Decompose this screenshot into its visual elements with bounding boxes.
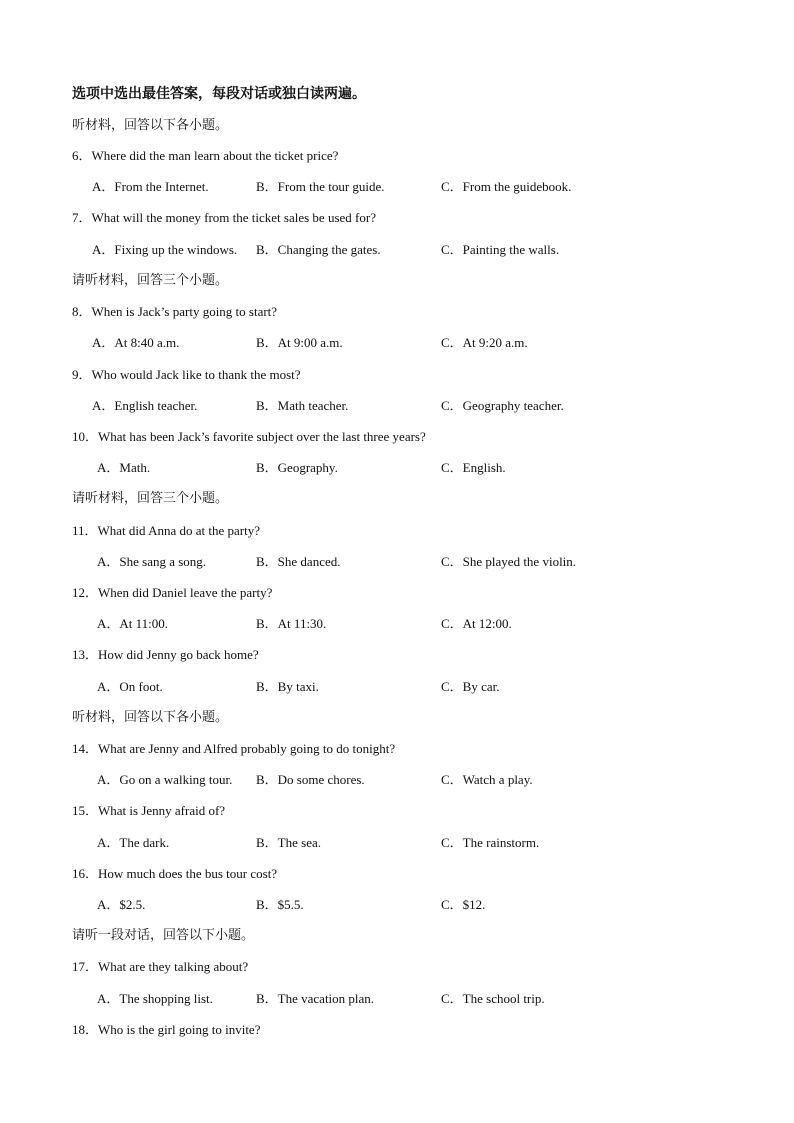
question-15: 15．What is Jenny afraid of?: [72, 803, 226, 818]
question-7: 7．What will the money from the ticket sales be used for?: [72, 210, 376, 225]
option-9c: C．Geography teacher.: [441, 398, 564, 413]
option-11c: C．She played the violin.: [441, 554, 577, 569]
question-17: 17．What are they talking about?: [72, 959, 249, 974]
option-14b: B．Do some chores.: [256, 772, 365, 787]
option-7a: A．Fixing up the windows.: [92, 242, 238, 257]
section-header: 选项中选出最佳答案，每段对话或独白读两遍。: [72, 86, 366, 102]
option-17a: A．The shopping list.: [97, 991, 213, 1006]
option-9b: B．Math teacher.: [256, 398, 349, 413]
option-6b: B．From the tour guide.: [256, 179, 385, 194]
option-17c: C．The school trip.: [441, 991, 545, 1006]
section-instruction: 听材料，回答以下各小题。: [72, 118, 229, 133]
question-13: 13．How did Jenny go back home?: [72, 647, 259, 662]
option-15c: C．The rainstorm.: [441, 835, 540, 850]
option-12c: C．At 12:00.: [441, 616, 512, 631]
option-17b: B．The vacation plan.: [256, 991, 375, 1006]
question-10: 10．What has been Jack’s favorite subject over the last three years?: [72, 429, 426, 444]
option-10a: A．Math.: [97, 460, 151, 475]
question-18: 18．Who is the girl going to invite?: [72, 1022, 261, 1037]
option-13c: C．By car.: [441, 679, 500, 694]
question-11: 11．What did Anna do at the party?: [72, 523, 260, 538]
option-6a: A．From the Internet.: [92, 179, 209, 194]
option-8c: C．At 9:20 a.m.: [441, 335, 528, 350]
question-9: 9．Who would Jack like to thank the most?: [72, 367, 301, 382]
option-14c: C．Watch a play.: [441, 772, 533, 787]
option-10c: C．English.: [441, 460, 506, 475]
option-11b: B．She danced.: [256, 554, 341, 569]
option-7c: C．Painting the walls.: [441, 242, 560, 257]
option-8b: B．At 9:00 a.m.: [256, 335, 343, 350]
question-14: 14．What are Jenny and Alfred probably going to do tonight?: [72, 741, 396, 756]
section-instruction: 听材料，回答以下各小题。: [72, 710, 229, 725]
option-12b: B．At 11:30.: [256, 616, 327, 631]
option-13b: B．By taxi.: [256, 679, 319, 694]
option-15a: A．The dark.: [97, 835, 170, 850]
question-12: 12．When did Daniel leave the party?: [72, 585, 273, 600]
option-9a: A．English teacher.: [92, 398, 198, 413]
option-16a: A．$2.5.: [97, 897, 146, 912]
option-16b: B．$5.5.: [256, 897, 304, 912]
option-7b: B．Changing the gates.: [256, 242, 381, 257]
option-6c: C．From the guidebook.: [441, 179, 572, 194]
section-instruction: 请听材料，回答三个小题。: [72, 273, 229, 288]
option-14a: A．Go on a walking tour.: [97, 772, 233, 787]
section-instruction: 请听材料，回答三个小题。: [72, 491, 229, 506]
option-8a: A．At 8:40 a.m.: [92, 335, 180, 350]
question-8: 8．When is Jack’s party going to start?: [72, 304, 278, 319]
option-15b: B．The sea.: [256, 835, 321, 850]
question-16: 16．How much does the bus tour cost?: [72, 866, 278, 881]
option-11a: A．She sang a song.: [97, 554, 207, 569]
option-10b: B．Geography.: [256, 460, 338, 475]
section-instruction: 请听一段对话，回答以下小题。: [72, 928, 255, 943]
option-16c: C．$12.: [441, 897, 486, 912]
option-13a: A．On foot.: [97, 679, 163, 694]
question-6: 6．Where did the man learn about the ticket price?: [72, 148, 339, 163]
option-12a: A．At 11:00.: [97, 616, 169, 631]
